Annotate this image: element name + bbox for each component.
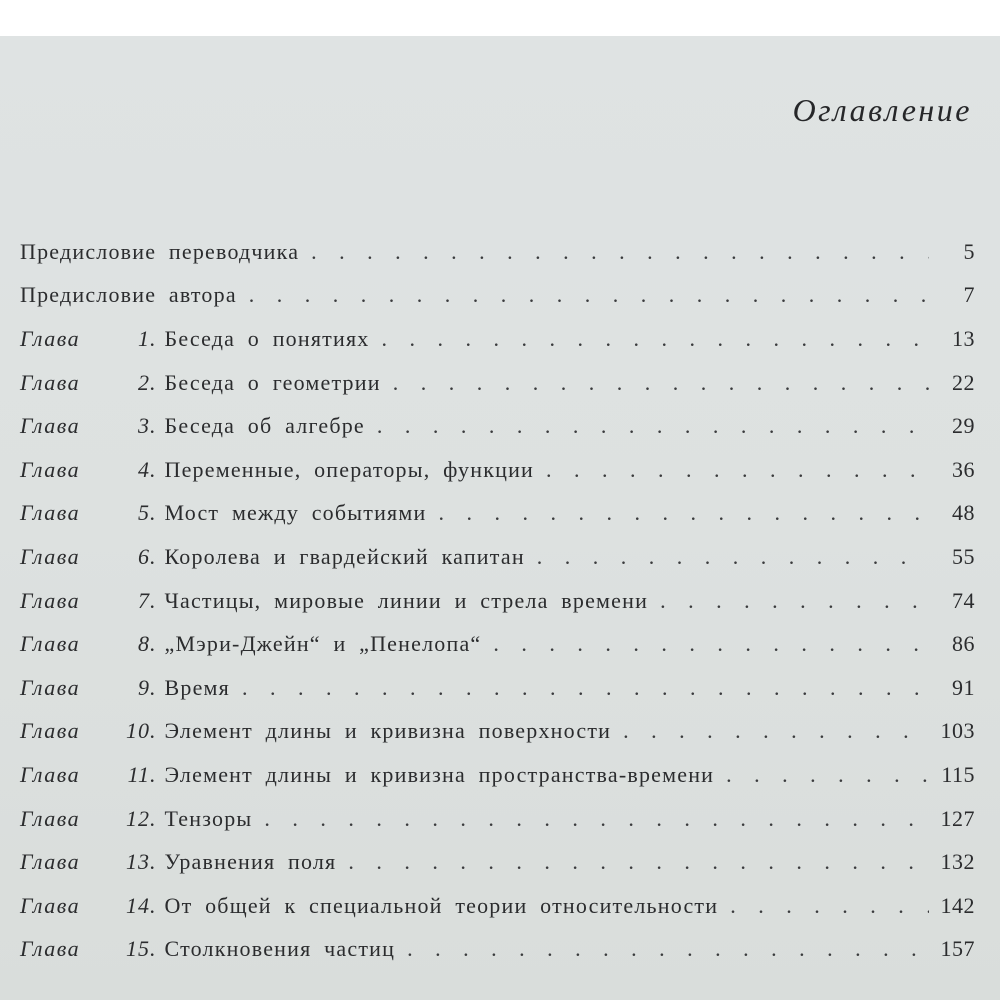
page-number: 157 [940, 936, 975, 962]
chapter-number-dot: . [150, 500, 157, 526]
toc-entry-14 [20, 797, 975, 841]
entry-title: Столкновения частиц [164, 936, 396, 962]
entry-title: Предисловие переводчика [20, 238, 300, 264]
dot-leader [623, 718, 929, 744]
page-number: 36 [952, 456, 975, 482]
chapter-label: Глава [20, 587, 81, 613]
page-number: 132 [940, 849, 975, 875]
toc-entry-8 [20, 535, 975, 579]
chapter-number: 4 [138, 456, 150, 482]
toc-entry-2 [20, 274, 975, 318]
dot-leader [726, 762, 929, 788]
chapter-number: 13 [126, 849, 150, 875]
entry-title: Элемент длины и кривизна пространства-времени [164, 761, 715, 787]
entry-title: Предисловие автора [20, 282, 237, 308]
entry-title: Тензоры [164, 805, 253, 831]
entry-title: Беседа об алгебре [164, 413, 365, 439]
page-number: 7 [963, 282, 975, 308]
entry-title: Беседа о понятиях [164, 325, 370, 351]
chapter-label: Глава [20, 805, 81, 831]
chapter-number: 15 [126, 936, 150, 962]
toc-entry-12 [20, 710, 975, 754]
dot-leader [381, 326, 929, 352]
toc-entry-16 [20, 884, 975, 928]
toc-entry-9 [20, 579, 975, 623]
page-number: 22 [952, 369, 975, 395]
dot-leader [493, 631, 929, 657]
chapter-number-dot: . [150, 413, 157, 439]
chapter-label: Глава [20, 325, 81, 351]
chapter-number: 10 [126, 718, 150, 744]
toc-entry-6 [20, 448, 975, 492]
chapter-number-dot: . [150, 325, 157, 351]
page-number: 55 [952, 543, 975, 569]
chapter-number: 3 [138, 413, 150, 439]
toc-entry-11 [20, 666, 975, 710]
chapter-number: 14 [126, 892, 150, 918]
page-number: 142 [940, 892, 975, 918]
chapter-number: 8 [138, 631, 150, 657]
page-number: 13 [952, 325, 975, 351]
chapter-number-dot: . [150, 456, 157, 482]
book-page [0, 36, 1000, 1000]
dot-leader [393, 370, 929, 396]
chapter-label: Глава [20, 543, 81, 569]
dot-leader [407, 936, 929, 962]
toc-entry-3 [20, 317, 975, 361]
toc-list [20, 230, 975, 971]
toc-entry-15 [20, 840, 975, 884]
chapter-number-dot: . [150, 587, 157, 613]
chapter-number-dot: . [150, 631, 157, 657]
chapter-number: 5 [138, 500, 150, 526]
toc-entry-7 [20, 492, 975, 536]
toc-heading: Оглавление [792, 92, 972, 128]
chapter-label: Глава [20, 674, 81, 700]
chapter-label: Глава [20, 892, 81, 918]
entry-title: Беседа о геометрии [164, 369, 381, 395]
chapter-number: 2 [138, 369, 150, 395]
chapter-number: 9 [138, 674, 150, 700]
chapter-number-dot: . [150, 892, 157, 918]
page-number: 115 [941, 761, 975, 787]
chapter-number-dot: . [150, 674, 157, 700]
dot-leader [264, 806, 929, 832]
chapter-label: Глава [20, 718, 81, 744]
chapter-number-dot: . [150, 543, 157, 569]
chapter-label: Глава [20, 849, 81, 875]
chapter-number-dot: . [150, 849, 157, 875]
entry-title: Королева и гвардейский капитан [164, 543, 525, 569]
chapter-label: Глава [20, 456, 81, 482]
top-background-strip [0, 0, 1000, 36]
entry-title: Переменные, операторы, функции [164, 456, 535, 482]
entry-title: Мост между событиями [164, 500, 427, 526]
page-number: 127 [940, 805, 975, 831]
dot-leader [438, 500, 929, 526]
entry-title: Частицы, мировые линии и стрела времени [164, 587, 649, 613]
toc-entry-1 [20, 230, 975, 274]
entry-title: „Мэри-Джейн“ и „Пенелопа“ [164, 631, 482, 657]
page-number: 5 [963, 238, 975, 264]
page-number: 86 [952, 631, 975, 657]
page-number: 91 [952, 674, 975, 700]
dot-leader [311, 239, 929, 265]
dot-leader [660, 588, 929, 614]
dot-leader [537, 544, 929, 570]
page-number: 29 [952, 413, 975, 439]
chapter-number: 1 [138, 325, 150, 351]
chapter-number-dot: . [150, 761, 157, 787]
dot-leader [730, 893, 929, 919]
dot-leader [249, 282, 929, 308]
chapter-label: Глава [20, 761, 81, 787]
chapter-number-dot: . [150, 718, 157, 744]
dot-leader [546, 457, 929, 483]
page-number: 74 [952, 587, 975, 613]
chapter-number-dot: . [150, 369, 157, 395]
chapter-number: 11 [127, 761, 150, 787]
entry-title: Время [164, 674, 230, 700]
chapter-label: Глава [20, 936, 81, 962]
dot-leader [348, 849, 929, 875]
dot-leader [242, 675, 929, 701]
page-number: 48 [952, 500, 975, 526]
entry-title: Уравнения поля [164, 849, 337, 875]
chapter-number-dot: . [150, 805, 157, 831]
chapter-number: 6 [138, 543, 150, 569]
entry-title: От общей к специальной теории относительности [164, 892, 719, 918]
chapter-number: 7 [138, 587, 150, 613]
chapter-number-dot: . [150, 936, 157, 962]
toc-entry-13 [20, 753, 975, 797]
toc-entry-5 [20, 404, 975, 448]
chapter-label: Глава [20, 369, 81, 395]
toc-entry-17 [20, 928, 975, 972]
chapter-number: 12 [126, 805, 150, 831]
entry-title: Элемент длины и кривизна поверхности [164, 718, 612, 744]
toc-entry-4 [20, 361, 975, 405]
toc-entry-10 [20, 622, 975, 666]
chapter-label: Глава [20, 631, 81, 657]
page-number: 103 [940, 718, 975, 744]
dot-leader [377, 413, 929, 439]
chapter-label: Глава [20, 413, 81, 439]
chapter-label: Глава [20, 500, 81, 526]
